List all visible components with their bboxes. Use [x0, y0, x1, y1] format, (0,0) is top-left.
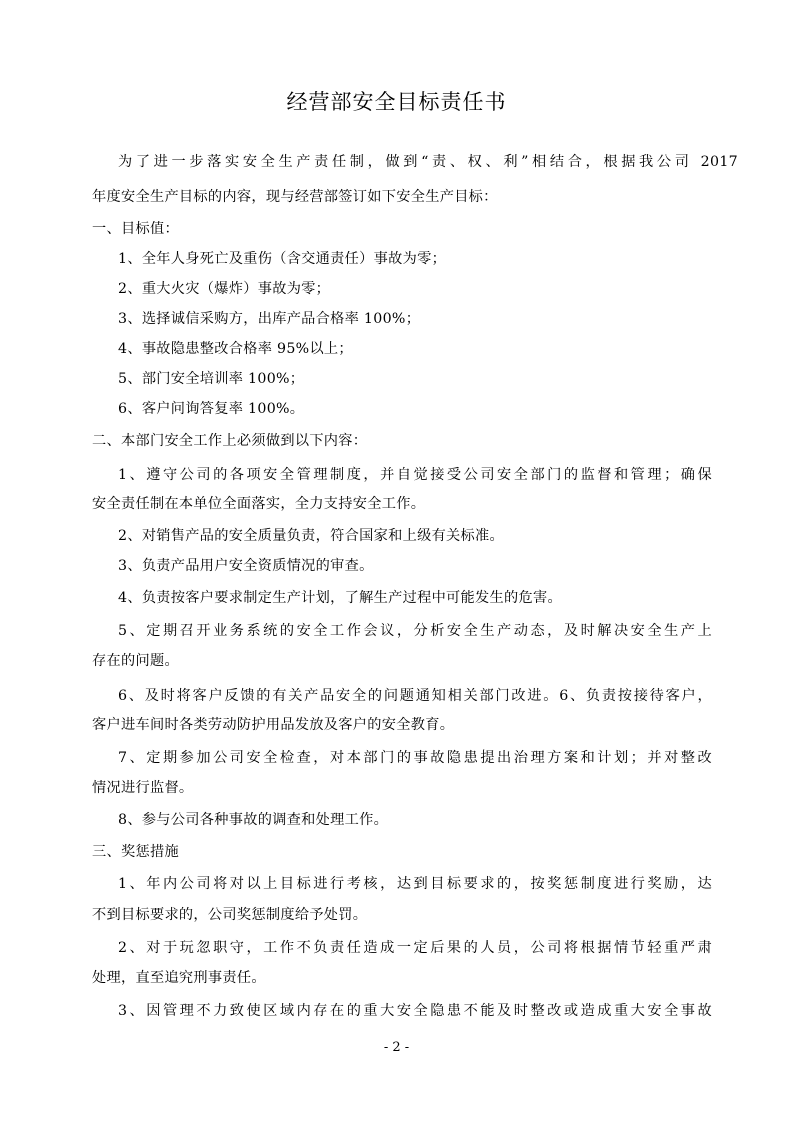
duty-item-7-line-1: 7、定期参加公司安全检查，对本部门的事故隐患提出治理方案和计划；并对整改 [118, 750, 712, 766]
section-1-heading: 一、目标值： [92, 221, 179, 237]
measure-item-2-line-1: 2、对于玩忽职守，工作不负责任造成一定后果的人员，公司将根据情节轻重严肃 [118, 940, 712, 956]
duty-item-5-line-1: 5、定期召开业务系统的安全工作会议，分析安全生产动态，及时解决安全生产上 [118, 623, 712, 639]
duty-item-8: 8、参与公司各种事故的调查和处理工作。 [118, 812, 389, 828]
intro-line-2: 年度安全生产目标的内容，现与经营部签订如下安全生产目标： [92, 189, 498, 205]
duty-item-3: 3、负责产品用户安全资质情况的审查。 [118, 558, 374, 574]
section-2-heading: 二、本部门安全工作上必须做到以下内容： [92, 433, 368, 449]
duty-item-5-line-2: 存在的问题。 [92, 653, 179, 669]
target-item-4: 4、事故隐患整改合格率 95%以上； [118, 341, 353, 357]
intro-line-1: 为了进一步落实安全生产责任制，做到“责、权、利”相结合，根据我公司 2017 [118, 154, 738, 170]
duty-item-1-line-1: 1、遵守公司的各项安全管理制度，并自觉接受公司安全部门的监督和管理；确保 [118, 467, 712, 483]
target-item-2: 2、重大火灾（爆炸）事故为零； [118, 281, 331, 297]
page-number: - 2 - [383, 1040, 410, 1055]
measure-item-1-line-1: 1、年内公司将对以上目标进行考核，达到目标要求的，按奖惩制度进行奖励，达 [118, 876, 712, 892]
section-3-heading: 三、奖惩措施 [92, 844, 179, 860]
target-item-6: 6、客户问询答复率 100%。 [118, 401, 305, 417]
duty-item-7-line-2: 情况进行监督。 [92, 780, 194, 796]
duty-item-6-line-1: 6、及时将客户反馈的有关产品安全的问题通知相关部门改进。6、负责按接待客户， [118, 688, 712, 704]
measure-item-2-line-2: 处理，直至追究刑事责任。 [92, 970, 266, 986]
target-item-3: 3、选择诚信采购方，出库产品合格率 100%； [118, 311, 421, 327]
document-title: 经营部安全目标责任书 [286, 90, 507, 114]
duty-item-1-line-2: 安全责任制在本单位全面落实，全力支持安全工作。 [92, 496, 426, 512]
duty-item-2: 2、对销售产品的安全质量负责，符合国家和上级有关标准。 [118, 528, 505, 544]
measure-item-1-line-2: 不到目标要求的，公司奖惩制度给予处罚。 [92, 907, 368, 923]
target-item-1: 1、全年人身死亡及重伤（含交通责任）事故为零； [118, 251, 447, 267]
duty-item-6-line-2: 客户进车间时各类劳动防护用品发放及客户的安全教育。 [92, 717, 455, 733]
target-item-5: 5、部门安全培训率 100%； [118, 371, 305, 387]
duty-item-4: 4、负责按客户要求制定生产计划，了解生产过程中可能发生的危害。 [118, 590, 562, 606]
measure-item-3-line-1: 3、因管理不力致使区域内存在的重大安全隐患不能及时整改或造成重大安全事故 [118, 1003, 712, 1019]
